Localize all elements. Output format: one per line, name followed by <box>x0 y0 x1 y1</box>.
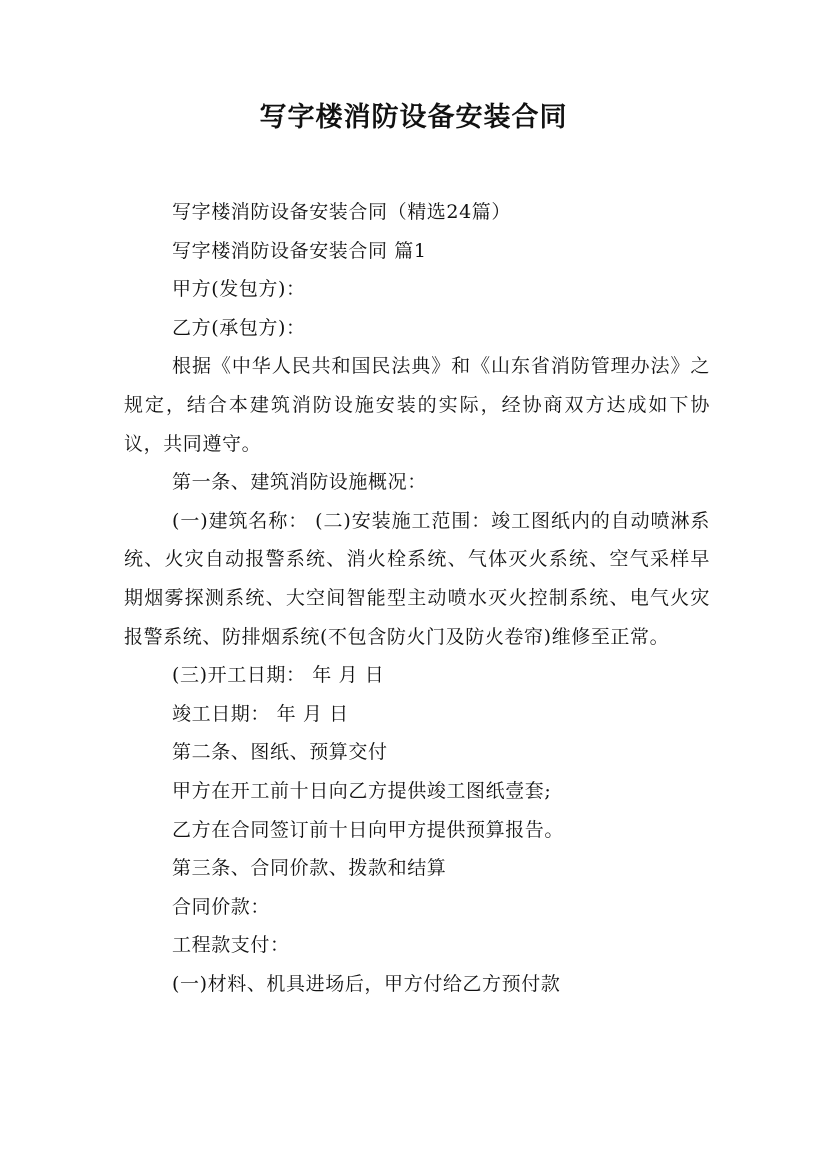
completion-date-line: 竣工日期： 年 月 日 <box>172 702 349 725</box>
party-b-line: 乙方(承包方)： <box>172 316 306 339</box>
heading-article-1: 写字楼消防设备安装合同 篇1 <box>172 239 427 262</box>
advance-payment-line: (一)材料、机具进场后，甲方付给乙方预付款 <box>172 972 561 995</box>
party-a-line: 甲方(发包方)： <box>172 278 306 301</box>
clause-1-scope-paragraph: (一)建筑名称： (二)安装施工范围：竣工图纸内的自动喷淋系统、火灾自动报警系统、消火栓系统、气体灭火系统、空气采样早期烟雾探测系统、大空间智能型主动喷水灭火控制系统、电气火灾报警系统、防排烟系统(不包含防火门及防火卷帘)维修至正常。 <box>124 509 710 648</box>
preamble-paragraph: 根据《中华人民共和国民法典》和《山东省消防管理办法》之规定，结合本建筑消防设施安装的实际，经协商双方达成如下协议，共同遵守。 <box>124 355 710 455</box>
clause-2-heading: 第二条、图纸、预算交付 <box>172 741 388 764</box>
budget-delivery-line: 乙方在合同签订前十日向甲方提供预算报告。 <box>172 818 565 841</box>
document-title: 写字楼消防设备安装合同 <box>259 102 568 133</box>
document-body <box>124 193 710 1003</box>
heading-selection: 写字楼消防设备安装合同（精选24篇） <box>172 201 511 223</box>
contract-price-line: 合同价款： <box>172 895 271 918</box>
clause-1-heading: 第一条、建筑消防设施概况： <box>172 471 427 494</box>
drawings-delivery-line: 甲方在开工前十日向乙方提供竣工图纸壹套; <box>172 779 552 802</box>
payment-line: 工程款支付： <box>172 934 290 957</box>
start-date-line: (三)开工日期： 年 月 日 <box>172 664 385 687</box>
clause-3-heading: 第三条、合同价款、拨款和结算 <box>172 857 447 880</box>
